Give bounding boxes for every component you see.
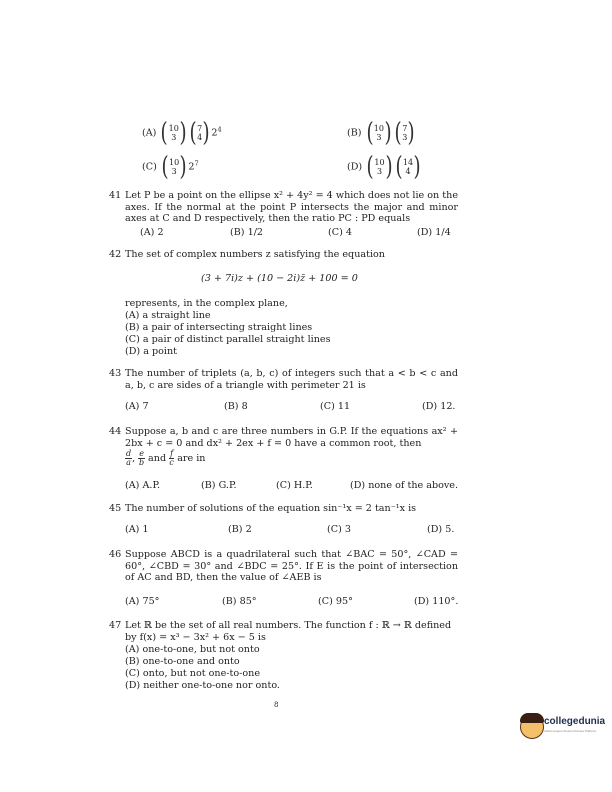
collegedunia-logo bbox=[520, 713, 612, 743]
q47-option-a: (A) one-to-one, but not onto bbox=[125, 644, 260, 655]
q47-option-c: (C) onto, but not one-to-one bbox=[125, 668, 261, 679]
q45-option-a: (A) 1 bbox=[125, 524, 149, 535]
question-number: 47 bbox=[109, 620, 122, 631]
q41-option-c: (C) 4 bbox=[328, 227, 352, 238]
q41-option-d: (D) 1/4 bbox=[417, 227, 451, 238]
q46-option-a: (A) 75° bbox=[125, 596, 160, 607]
prev-option-a: (A) ( 10 3 ) ( 7 4 ) $2^4$ bbox=[142, 118, 222, 148]
q47-option-b: (B) one-to-one and onto bbox=[125, 656, 240, 667]
q46-option-c: (C) 95° bbox=[318, 596, 353, 607]
question-43-text: The number of triplets (a, b, c) of integers such that a < b < c and a, b, c are sides of a triangle with perimeter 21 is bbox=[125, 368, 458, 391]
question-44-text: Suppose a, b and c are three numbers in G.P. If the equations ax² + 2bx + c = 0 and dx² + 2ex + f = 0 have a common root, then bbox=[125, 426, 458, 449]
q45-option-b: (B) 2 bbox=[228, 524, 252, 535]
q44-option-d: (D) none of the above. bbox=[350, 480, 459, 491]
prev-option-d: (D) ( 10 3 ) ( 14 4 ) bbox=[347, 152, 421, 182]
question-number: 41 bbox=[109, 190, 122, 201]
question-41-text: Let P be a point on the ellipse x² + 4y² = 4 which does not lie on the axes. If the normal at the point P intersects the major and minor axes at C and D respectively, then the ratio PC : PD equals bbox=[125, 190, 458, 225]
binomial: ( 10 3 ) bbox=[161, 118, 187, 148]
page-number: 8 bbox=[274, 701, 279, 709]
binomial: ( 10 3 ) bbox=[366, 118, 392, 148]
q42-option-c: (C) a pair of distinct parallel straight lines bbox=[125, 334, 331, 345]
fraction-d-a: $\frac{d}{a}$ bbox=[126, 449, 132, 467]
question-46-text: Suppose ABCD is a quadrilateral such that ∠BAC = 50°, ∠CAD = 60°, ∠CBD = 30° and ∠BDC = 25°. If E is the point of intersection of AC and BD, then the value of ∠AEB is bbox=[125, 549, 458, 584]
question-number: 45 bbox=[109, 503, 122, 514]
question-number: 46 bbox=[109, 549, 122, 560]
question-44-fractions: $\frac{d}{a}$ , $\frac{e}{b}$ and $\frac{f}{c}$ are in bbox=[126, 449, 206, 467]
prev-option-c: (C) ( 10 3 ) $2^7$ bbox=[142, 152, 199, 182]
question-47-line2: by f(x) = x³ − 3x² + 6x − 5 is bbox=[125, 632, 266, 643]
q43-option-d: (D) 12. bbox=[422, 401, 456, 412]
fraction-e-b: $\frac{e}{b}$ bbox=[139, 449, 145, 467]
question-47-line1: Let ℝ be the set of all real numbers. The function f : ℝ → ℝ defined bbox=[125, 620, 452, 631]
fraction-f-c: $\frac{f}{c}$ bbox=[169, 449, 174, 467]
binomial: ( 10 3 ) bbox=[161, 152, 187, 182]
question-number: 44 bbox=[109, 426, 122, 437]
q43-option-c: (C) 11 bbox=[320, 401, 351, 412]
q44-option-a: (A) A.P. bbox=[125, 480, 161, 491]
question-number: 42 bbox=[109, 249, 122, 260]
prev-option-b: (B) ( 10 3 ) ( 7 3 ) bbox=[347, 118, 415, 148]
q44-option-c: (C) H.P. bbox=[276, 480, 313, 491]
q42-option-d: (D) a point bbox=[125, 346, 178, 357]
binomial: ( 7 4 ) bbox=[189, 118, 210, 148]
q45-option-d: (D) 5. bbox=[427, 524, 455, 535]
question-45-text: The number of solutions of the equation sin⁻¹x = 2 tan⁻¹x is bbox=[125, 503, 417, 514]
binomial: ( 10 3 ) bbox=[366, 152, 393, 182]
q41-option-a: (A) 2 bbox=[140, 227, 164, 238]
question-42-after: represents, in the complex plane, bbox=[125, 298, 288, 309]
q47-option-d: (D) neither one-to-one nor onto. bbox=[125, 680, 280, 691]
question-42-text: The set of complex numbers z satisfying the equation bbox=[125, 249, 385, 260]
mascot-hair-icon bbox=[520, 713, 544, 723]
q46-option-b: (B) 85° bbox=[222, 596, 257, 607]
question-42-equation: (3 + 7i)z + (10 − 2i)z̄ + 100 = 0 bbox=[201, 273, 358, 284]
binomial: ( 14 4 ) bbox=[395, 152, 421, 182]
q45-option-c: (C) 3 bbox=[327, 524, 351, 535]
question-number: 43 bbox=[109, 368, 122, 379]
q42-option-a: (A) a straight line bbox=[125, 310, 211, 321]
binomial: ( 7 3 ) bbox=[394, 118, 415, 148]
q44-option-b: (B) G.P. bbox=[201, 480, 237, 491]
logo-tagline: India's largest Student Review Platform bbox=[544, 729, 597, 733]
logo-wordmark: collegedunia bbox=[544, 716, 606, 727]
q46-option-d: (D) 110°. bbox=[414, 596, 459, 607]
q41-option-b: (B) 1/2 bbox=[230, 227, 264, 238]
q43-option-a: (A) 7 bbox=[125, 401, 149, 412]
q43-option-b: (B) 8 bbox=[224, 401, 248, 412]
q42-option-b: (B) a pair of intersecting straight lines bbox=[125, 322, 313, 333]
